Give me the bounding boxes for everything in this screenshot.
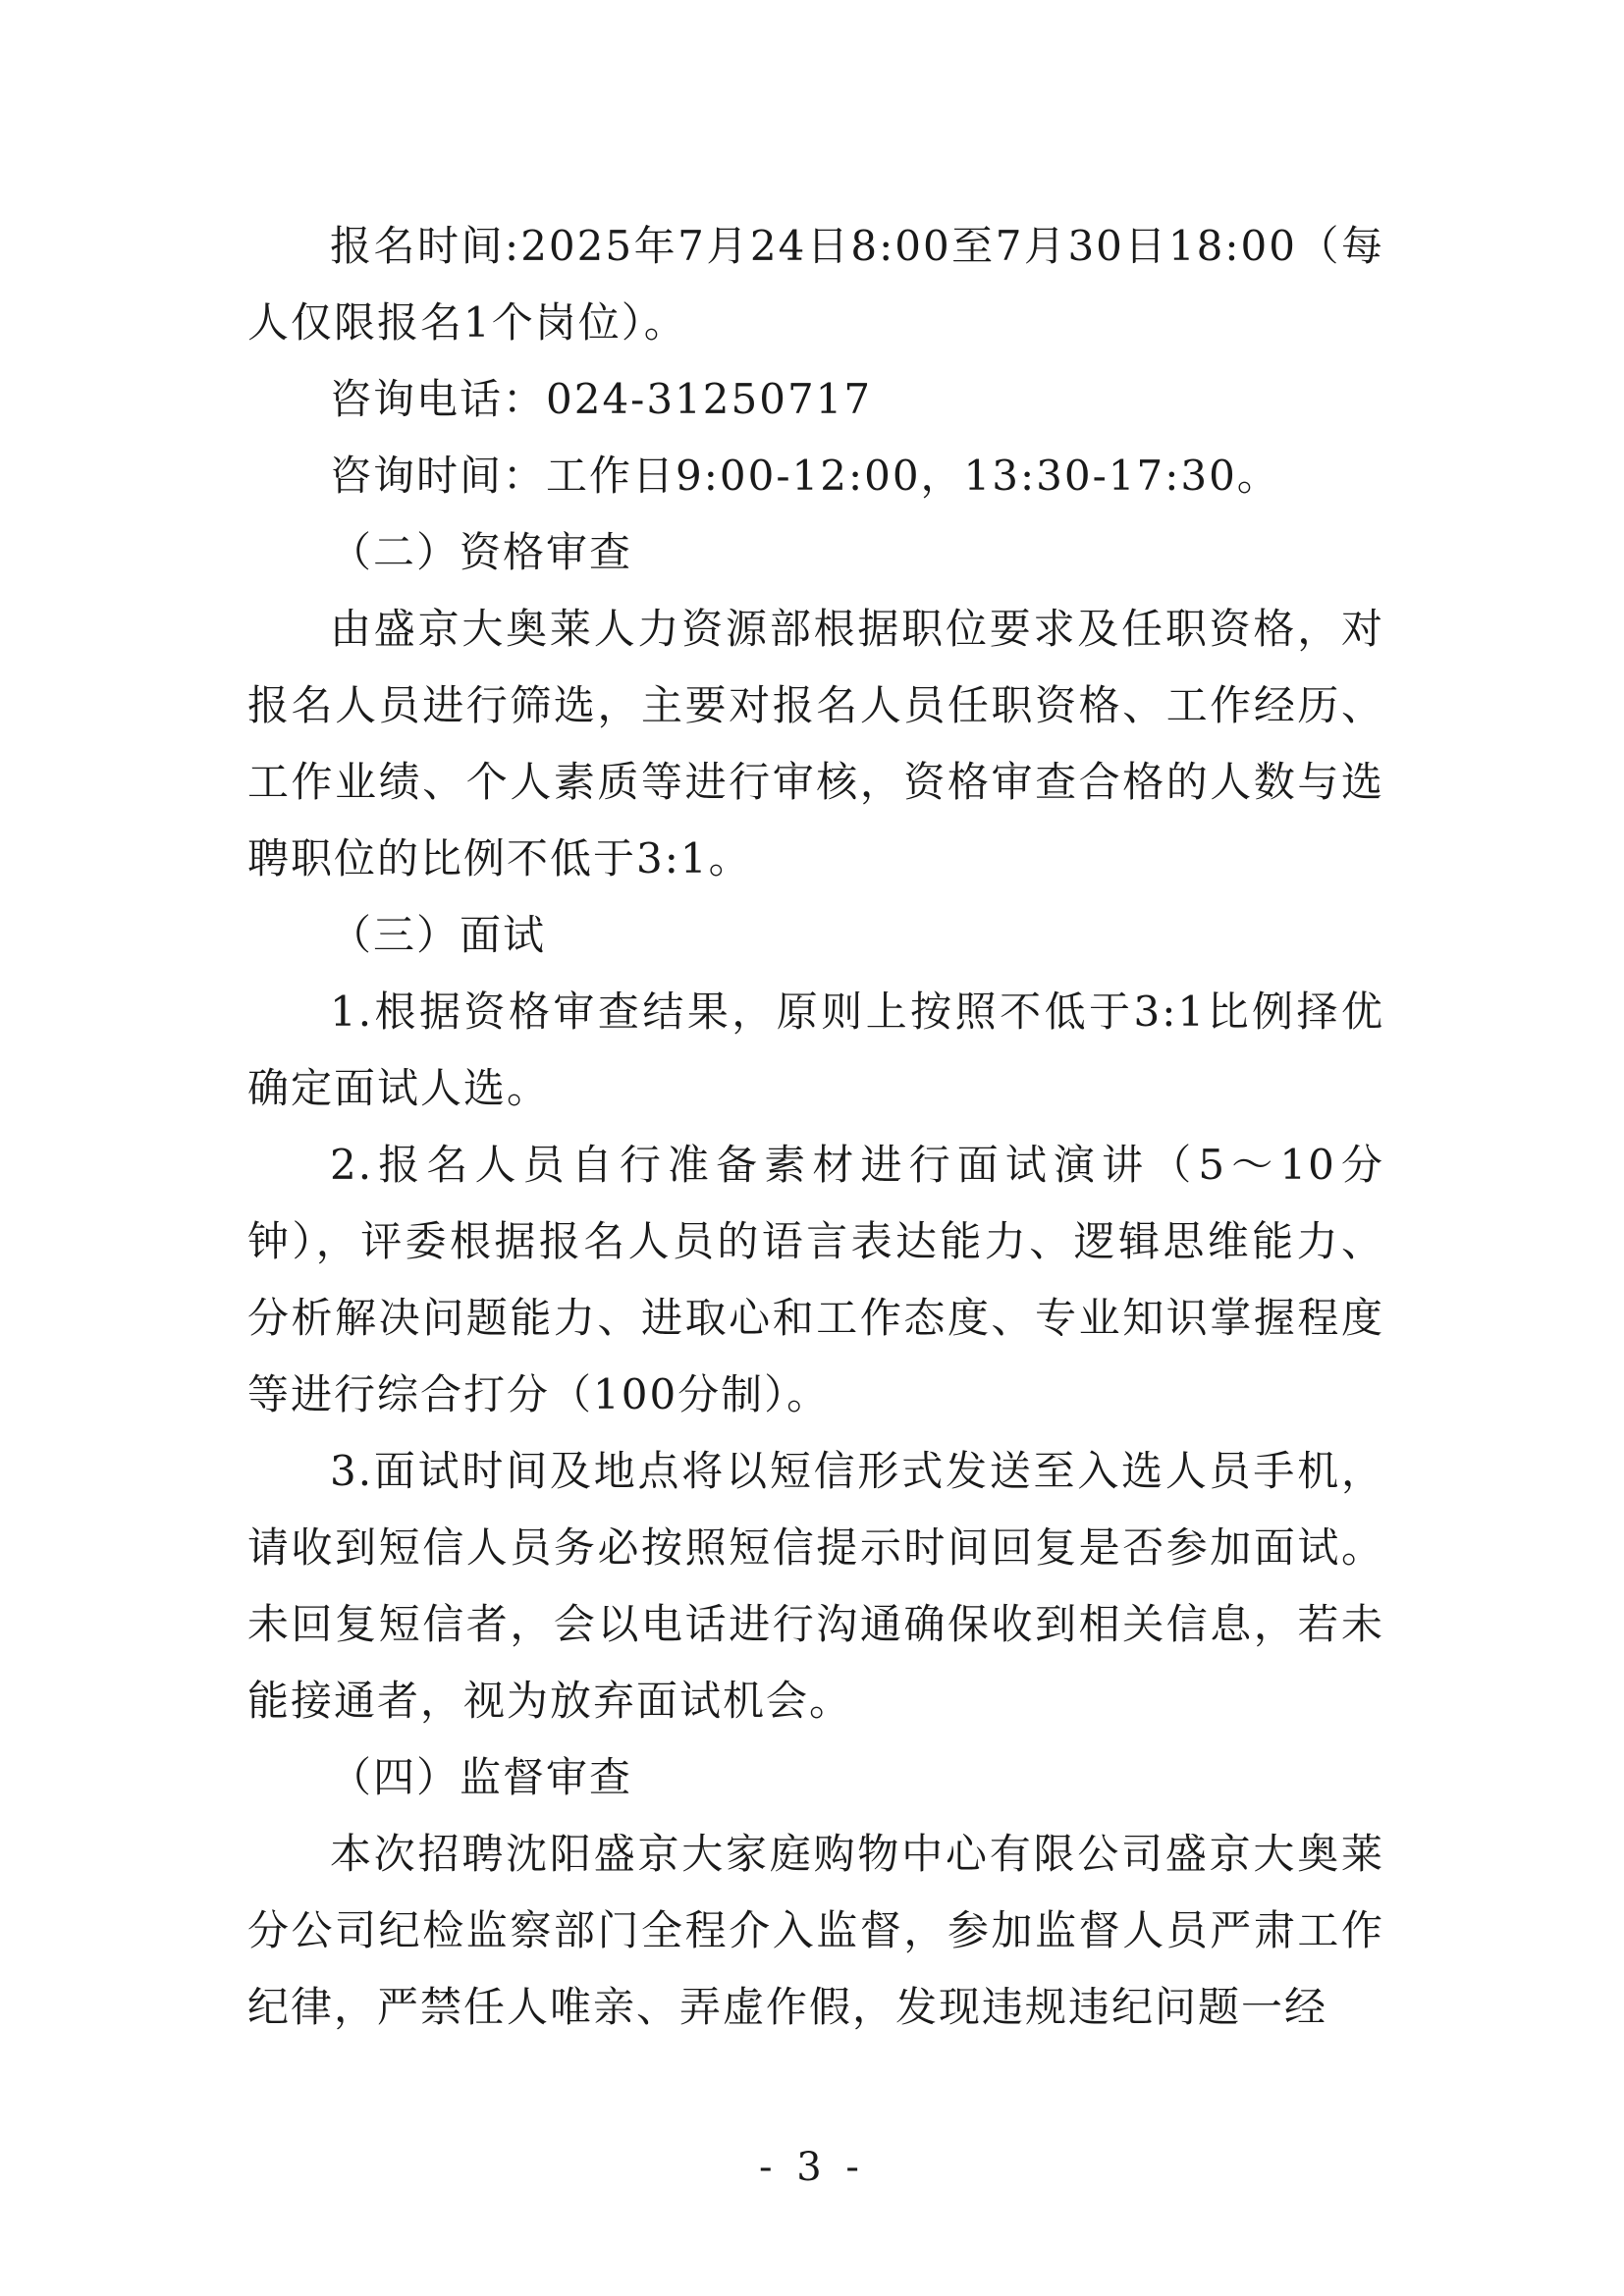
consult-phone-paragraph: 咨询电话：024-31250717	[330, 375, 873, 423]
interview-item-3: 3.面试时间及地点将以短信形式发送至入选人员手机，请收到短信人员务必按照短信提示时间回复是否参加面试。未回复短信者，会以电话进行沟通确保收到相关信息，若未能接通者，视为放弃面试机会。	[247, 1447, 1384, 1725]
document-body	[247, 208, 1384, 2046]
interview-item-2: 2.报名人员自行准备素材进行面试演讲（5～10分钟），评委根据报名人员的语言表达能力、逻辑思维能力、分析解决问题能力、进取心和工作态度、专业知识掌握程度等进行综合打分（100分制）。	[247, 1141, 1384, 1418]
interview-item-1: 1.根据资格审查结果，原则上按照不低于3:1比例择优确定面试人选。	[247, 988, 1384, 1112]
page-number: - 3 -	[759, 2145, 865, 2190]
section-heading-interview: （三）面试	[330, 911, 547, 959]
section-heading-qualification-review: （二）资格审查	[330, 528, 633, 576]
qualification-review-paragraph: 由盛京大奥莱人力资源部根据职位要求及任职资格，对报名人员进行筛选，主要对报名人员任职资格、工作经历、工作业绩、个人素质等进行审核，资格审查合格的人数与选聘职位的比例不低于3:1。	[247, 605, 1384, 882]
registration-time-paragraph: 报名时间:2025年7月24日8:00至7月30日18:00（每人仅限报名1个岗位）。	[247, 222, 1384, 347]
consult-time-paragraph: 咨询时间：工作日9:00-12:00，13:30-17:30。	[330, 452, 1280, 500]
section-heading-supervision: （四）监督审查	[330, 1753, 633, 1801]
supervision-paragraph: 本次招聘沈阳盛京大家庭购物中心有限公司盛京大奥莱分公司纪检监察部门全程介入监督，参加监督人员严肃工作纪律，严禁任人唯亲、弄虚作假，发现违规违纪问题一经	[247, 1830, 1384, 2031]
